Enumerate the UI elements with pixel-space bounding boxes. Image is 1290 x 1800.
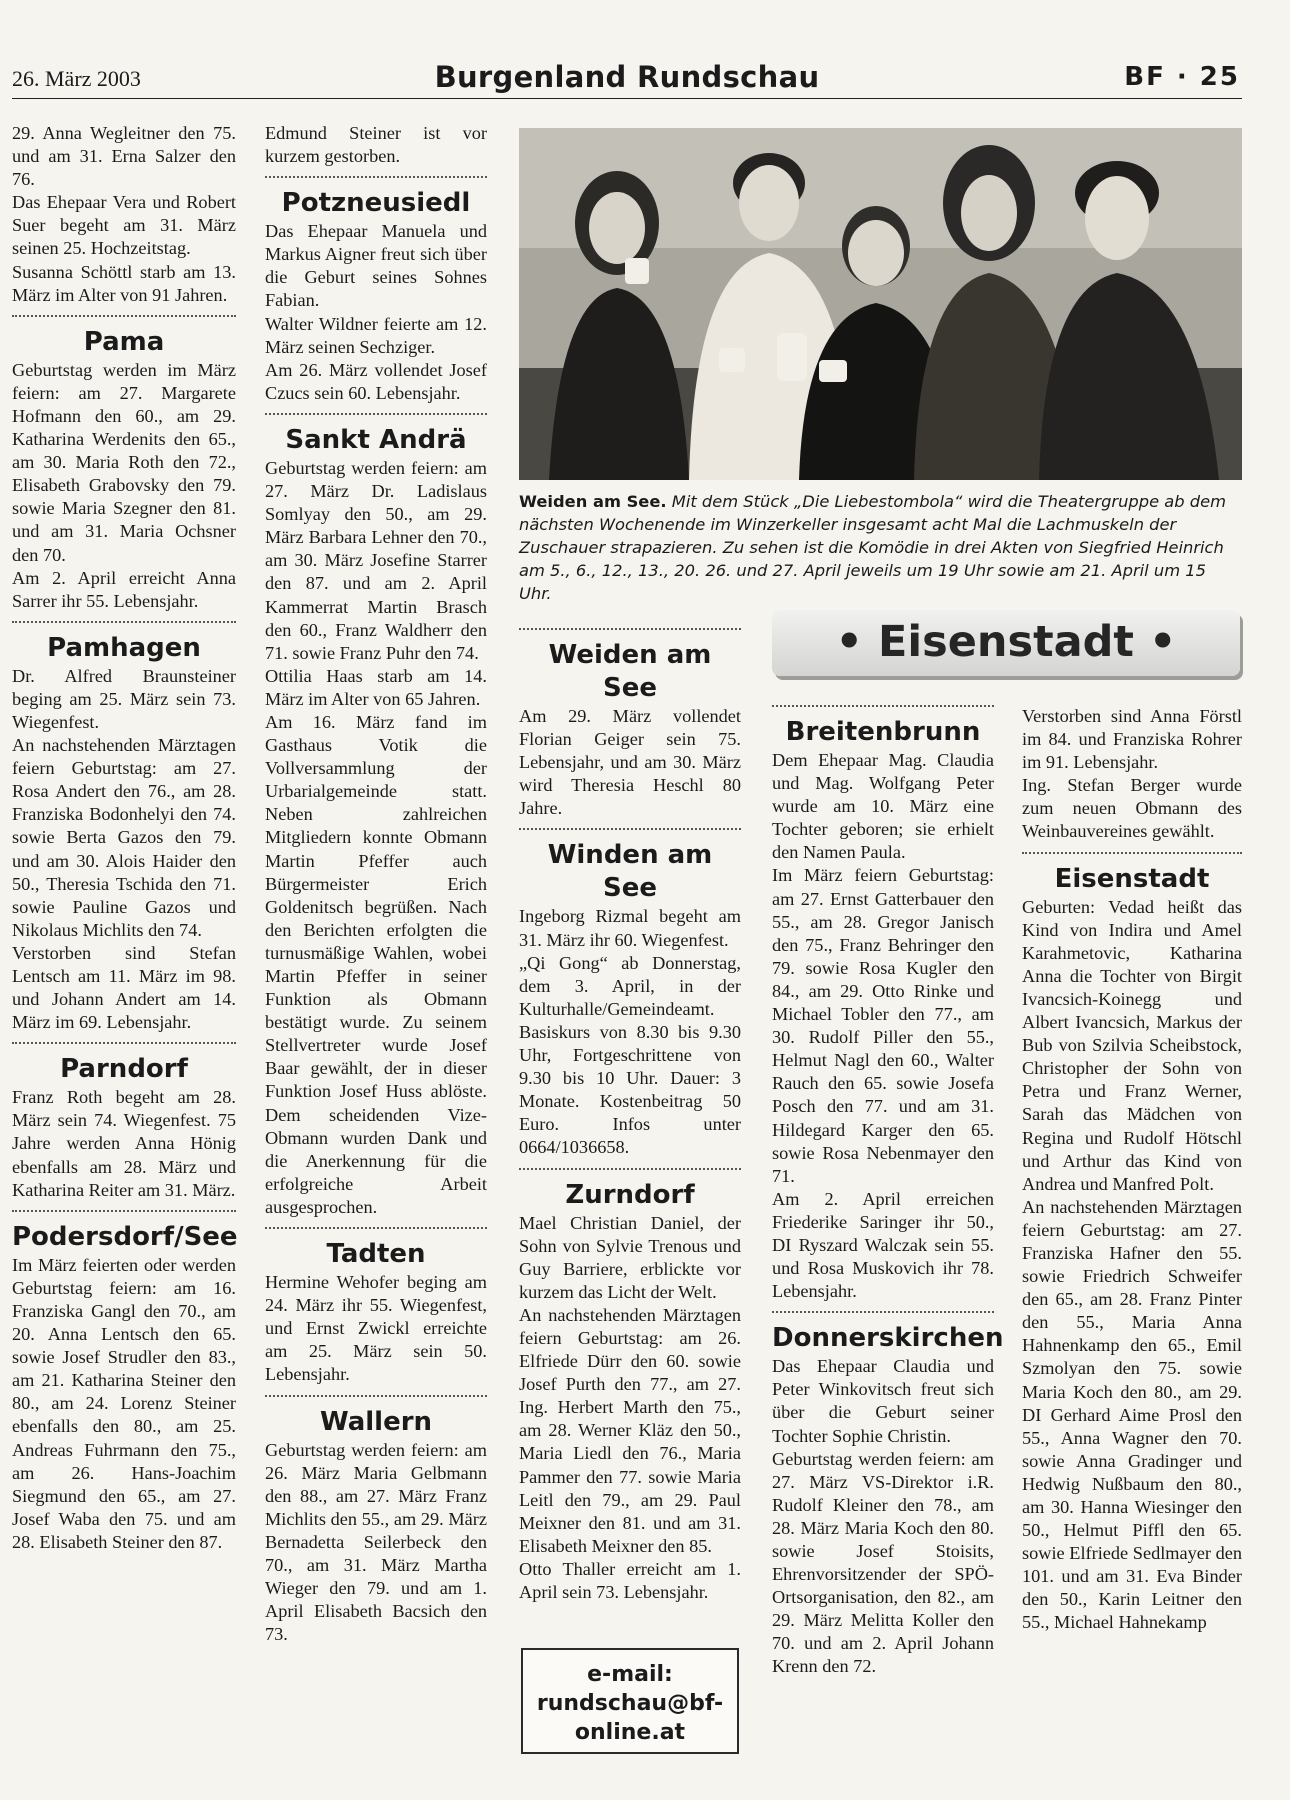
article-text: Geburtstag werden feiern: am 26. März Maria Gelbmann den 88., am 27. März Franz Michlits den 55., am 29. März Bernadetta Seilerbeck den 70., am 31. März Martha Wieger den 79. und am 1. April Elisabeth Bacsich den 73. (265, 1439, 487, 1645)
column-1 (12, 122, 236, 1554)
article-text: Geburten: Vedad heißt das Kind von Indira und Amel Karahmetovic, Katharina Anna die Tochter von Birgit Ivancsich-Koinegg und Albert Ivancsich, Markus der Bub von Szilvia Scheibstock, Christopher der Sohn von Petra und Franz Werner, Sarah das Mädchen von Regina und Rudolf Hötschl und Arthur das Kind von Andrea und Manfred Polt. (1022, 896, 1242, 1194)
column-3 (519, 628, 741, 1604)
email-label: e-mail: (587, 1662, 673, 1687)
section-heading-pama: Pama (12, 315, 236, 359)
article-text: Verstorben sind Stefan Lentsch am 11. März im 98. und Johann Andert am 14. März im 69. Lebensjahr. (12, 942, 236, 1033)
column-4 (772, 705, 1004, 1679)
section-heading-pamhagen: Pamhagen (12, 621, 236, 665)
article-text: Das Ehepaar Vera und Robert Suer begeht am 31. März seinen 25. Hochzeitstag. (12, 192, 236, 259)
article-text: Ing. Stefan Berger wurde zum neuen Obmann des Weinbauvereines gewählt. (1022, 775, 1242, 842)
article-text: An nachstehenden Märztagen feiern Geburtstag: am 27. Rosa Andert den 76., am 28. Franziska Bodonhelyi den 74. sowie Berta Gazos den 79. und am 30. Alois Haider den 50., Theresia Tschida den 71. sowie Pauline Gazos und Nikolaus Michlits den 74. (12, 735, 236, 940)
email-contact-box (521, 1648, 739, 1754)
photo-caption (519, 490, 1241, 605)
section-heading-winden: Winden am See (519, 828, 741, 905)
article-text: Dr. Alfred Braunsteiner beging am 25. März sein 73. Wiegenfest. (12, 665, 236, 732)
caption-place: Weiden am See. (519, 492, 667, 511)
article-text: Geburtstag werden im März feiern: am 27. Margarete Hofmann den 60., am 29. Katharina Werdenits den 65., am 30. Maria Roth den 72., Elisabeth Grabovsky den 79. sowie Maria Szegner den 81. und am 31. Maria Ochsner den 70. (12, 359, 236, 565)
article-text: Ingeborg Rizmal begeht am 31. März ihr 60. Wiegenfest. (519, 906, 741, 950)
article-text: Susanna Schöttl starb am 13. März im Alter von 91 Jahren. (12, 261, 236, 305)
article-text: Geburtstag werden feiern: am 27. März VS-Direktor i.R. Rudolf Kleiner den 78., am 28. März Maria Koch den 80. sowie Josef Stoisits, Ehrenvorsitzender der SPÖ-Ortsorganisation, den 82., am 29. März Melitta Koller den 70. und am 2. April Johann Krenn den 72. (772, 1448, 994, 1677)
theater-group-photo (519, 128, 1242, 480)
caption-text: Mit dem Stück „Die Liebestombola“ wird die Theatergruppe ab dem nächsten Wochenende im Winzerkeller insgesamt acht Mal die Lachmuskeln der Zuschauer strapazieren. Zu sehen ist die Komödie in drei Akten von Siegfried Heinrich am 5., 6., 12., 13., 20. 26. und 27. April jeweils um 19 Uhr sowie am 21. April um 15 Uhr. (519, 492, 1226, 603)
issue-date: 26. März 2003 (12, 66, 141, 91)
page-number: BF · 25 (1124, 62, 1240, 92)
email-address-line1: rundschau@bf- (536, 1691, 724, 1716)
article-text: Am 2. April erreichen Friederike Saringer ihr 50., DI Ryszard Walczak sein 55. und Rosa Muskovich ihr 78. Lebensjahr. (772, 1188, 994, 1302)
section-heading-tadten: Tadten (265, 1227, 487, 1271)
article-text: Im März feiern Geburtstag: am 27. Ernst Gatterbauer den 55., am 28. Gregor Janisch den 75., Franz Behringer den 79. sowie Rosa Kugler den 84., am 29. Otto Rinke und Michael Tobler den 77., am 30. Rudolf Piller den 55., Helmut Nagl den 60., Walter Rauch den 65. sowie Josefa Posch den 77. und am 31. Hildegard Karger den 65. sowie Rosa Nebenmayer den 71. (772, 865, 994, 1186)
page-header (12, 58, 1242, 99)
article-text: Edmund Steiner ist vor kurzem gestorben. (265, 123, 487, 167)
article-text: 29. Anna Wegleitner den 75. und am 31. Erna Salzer den 76. (12, 123, 236, 190)
article-text: Am 16. März fand im Gasthaus Votik die Vollversammlung der Urbarialgemeinde statt. Neben zahlreichen Mitgliedern konnte Obmann Martin Pfeffer auch Bürgermeister Erich Goldenitsch begrüßen. Nach den Berichten erfolgten die turnusmäßige Wahlen, wobei Martin Pfeffer in seiner Funktion als Obmann bestätigt wurde. Zu seinem Stellvertreter wurde Josef Baar gewählt, der in dieser Funktion Josef Huss ablöste. Dem scheidenden Vize-Obmann wurden Dank und die Anerkennung für die erfolgreiche Arbeit ausgesprochen. (265, 711, 487, 1217)
section-heading-wallern: Wallern (265, 1395, 487, 1439)
section-heading-donnerskirchen: Donnerskirchen (772, 1311, 994, 1355)
section-heading-weiden: Weiden am See (519, 628, 741, 705)
section-heading-potzneusiedl: Potzneusiedl (265, 176, 487, 220)
article-text: Am 29. März vollendet Florian Geiger sein 75. Lebensjahr, und am 30. März wird Theresia Heschl 80 Jahre. (519, 706, 741, 819)
article-text: Walter Wildner feierte am 12. März seinen Sechziger. (265, 313, 487, 357)
article-text: Geburtstag werden feiern: am 27. März Dr. Ladislaus Somlyay den 50., am 29. März Barbara Lehner den 70., am 30. März Josefine Starrer den 87. und am 2. April Kammerrat Martin Brasch den 60., Franz Waldherr den 71. sowie Franz Puhr den 74. (265, 457, 487, 663)
article-text: Dem Ehepaar Mag. Claudia und Mag. Wolfgang Peter wurde am 10. März eine Tochter geboren; sie erhielt den Namen Paula. (772, 750, 994, 863)
region-banner-eisenstadt: • Eisenstadt • (772, 610, 1240, 676)
newspaper-title: Burgenland Rundschau (434, 60, 820, 94)
article-text: Ottilia Haas starb am 14. März im Alter von 65 Jahren. (265, 665, 487, 709)
column-5 (1022, 705, 1242, 1635)
article-text: Am 2. April erreicht Anna Sarrer ihr 55. Lebensjahr. (12, 567, 236, 611)
column-2 (265, 122, 487, 1646)
article-text: Am 26. März vollendet Josef Czucs sein 60. Lebensjahr. (265, 359, 487, 403)
article-text: An nachstehenden Märztagen feiern Geburtstag: am 27. Franziska Hafner den 55. sowie Friedrich Schweifer den 65., am 28. Franz Pinter den 55., Maria Anna Hahnenkamp den 65., Emil Szmolyan den 75. sowie Maria Koch den 80., am 29. DI Gerhard Aime Prosl den 55., Anna Wagner den 70. sowie Anna Gradinger und Hedwig Nußbaum den 80., am 30. Hanna Wiesinger den 50., Helmut Piffl den 65. sowie Elfriede Sedlmayer den 101. und am 31. Eva Binder den 50., Karin Leitner den 55., Michael Hahnekamp (1022, 1196, 1242, 1633)
article-text: Franz Roth begeht am 28. März sein 74. Wiegenfest. 75 Jahre werden Anna Hönig ebenfalls am 28. März und Katharina Reiter am 31. März. (12, 1087, 236, 1200)
section-heading-zurndorf: Zurndorf (519, 1168, 741, 1212)
article-text: Otto Thaller erreicht am 1. April sein 73. Lebensjahr. (519, 1558, 741, 1602)
section-heading-podersdorf: Podersdorf/See (12, 1210, 236, 1254)
article-text: Mael Christian Daniel, der Sohn von Sylvie Trenous und Guy Barriere, erblickte vor kurzem das Licht der Welt. (519, 1212, 741, 1302)
email-address-line2: online.at (574, 1720, 686, 1745)
section-heading-breitenbrunn: Breitenbrunn (772, 705, 994, 749)
article-text: Das Ehepaar Claudia und Peter Winkovitsch freut sich über die Geburt seiner Tochter Sophie Christin. (772, 1356, 994, 1446)
article-text: Verstorben sind Anna Förstl im 84. und Franziska Rohrer im 91. Lebensjahr. (1022, 706, 1242, 773)
article-text: Das Ehepaar Manuela und Markus Aigner freut sich über die Geburt seines Sohnes Fabian. (265, 221, 487, 311)
article-text: Im März feierten oder werden Geburtstag feiern: am 16. Franziska Gangl den 70., am 20. Anna Lentsch den 65. sowie Josef Strudler den 83., am 21. Katharina Steiner den 80., am 24. Lorenz Steiner ebenfalls den 80., am 25. Andreas Fuhrmann den 75., am 26. Hans-Joachim Siegmund den 65., am 27. Josef Waba den 75. und am 28. Elisabeth Steiner den 87. (12, 1254, 236, 1552)
section-heading-eisenstadt: Eisenstadt (1022, 852, 1242, 896)
section-heading-parndorf: Parndorf (12, 1042, 236, 1086)
article-text: Hermine Wehofer beging am 24. März ihr 55. Wiegenfest, und Ernst Zwickl erreichte am 25. März sein 50. Lebensjahr. (265, 1272, 487, 1385)
article-text: „Qi Gong“ ab Donnerstag, dem 3. April, in der Kulturhalle/Gemeindeamt. Basiskurs von 8.30 bis 9.30 Uhr, Fortgeschrittene von 9.30 bis 10 Uhr. Dauer: 3 Monate. Kostenbeitrag 50 Euro. Infos unter 0664/1036658. (519, 952, 741, 1158)
section-heading-sankt-andrae: Sankt Andrä (265, 413, 487, 457)
article-text: An nachstehenden Märztagen feiern Geburtstag: am 26. Elfriede Dürr den 60. sowie Josef Purth den 77., am 27. Ing. Herbert Marth den 75., am 28. Werner Kläz den 50., Maria Liedl den 76., Maria Pammer den 77. sowie Maria Leitl den 79., am 29. Paul Meixner den 81. und am 31. Elisabeth Meixner den 85. (519, 1304, 741, 1556)
